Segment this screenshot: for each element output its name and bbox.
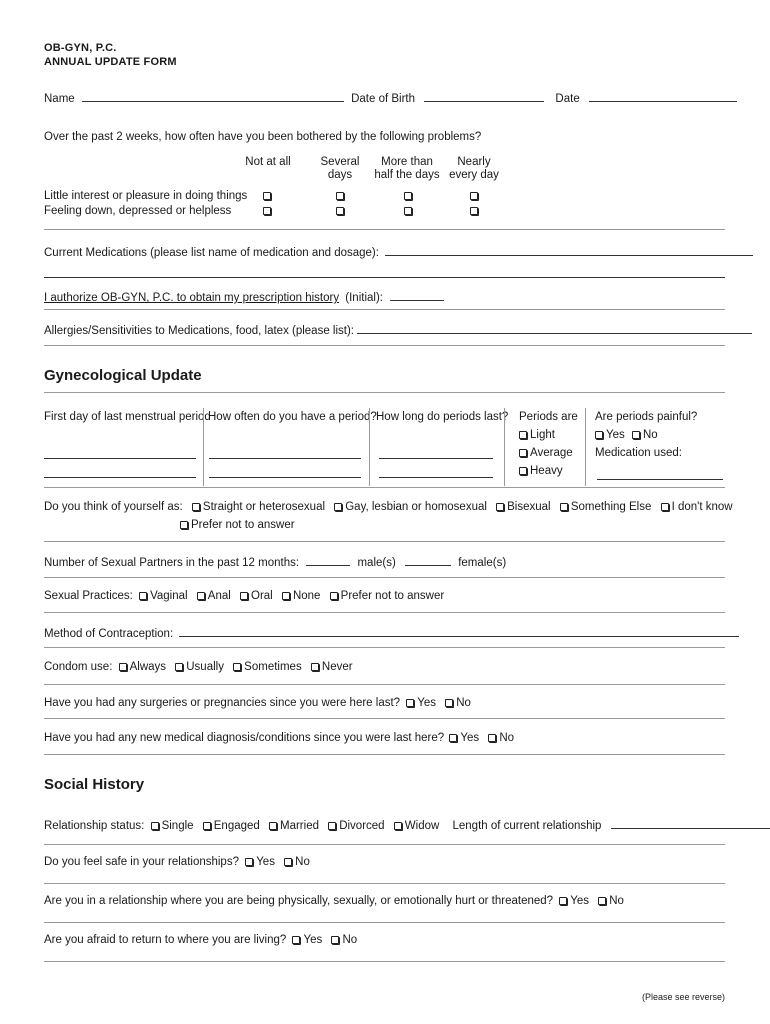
painful-label: Are periods painful? <box>595 411 698 423</box>
checkbox[interactable] <box>519 467 527 475</box>
option-label: Heavy <box>530 465 563 477</box>
duration-field-2[interactable] <box>379 466 493 478</box>
divider <box>44 309 725 310</box>
checkbox[interactable] <box>139 592 147 600</box>
option-label: Divorced <box>339 820 385 832</box>
frequency-field-2[interactable] <box>209 466 361 478</box>
checkbox[interactable] <box>595 431 603 439</box>
reverse-note: (Please see reverse) <box>641 992 725 1002</box>
option-label: None <box>292 590 321 602</box>
allergies-row <box>44 322 752 337</box>
divider <box>44 718 725 719</box>
option-label: Vaginal <box>150 590 188 602</box>
relationship-row <box>44 817 770 832</box>
afraid-row <box>44 934 363 946</box>
option-label: Yes <box>570 895 590 907</box>
lmp-label: First day of last menstrual period <box>44 411 211 423</box>
divider <box>44 392 725 393</box>
checkbox[interactable] <box>598 897 606 905</box>
checkbox[interactable] <box>519 449 527 457</box>
column-divider <box>585 408 586 486</box>
condom-label: Condom use: <box>44 661 113 673</box>
option-label: Gay, lesbian or homosexual <box>345 501 487 513</box>
checkbox[interactable] <box>175 663 183 671</box>
duration-field[interactable] <box>379 447 493 459</box>
option-label: Light <box>530 429 555 441</box>
female-label: female(s) <box>458 557 507 569</box>
dob-label: Date of Birth <box>351 93 416 105</box>
frequency-field[interactable] <box>209 447 361 459</box>
option-label: Prefer not to answer <box>340 590 445 602</box>
dob-field[interactable] <box>424 90 544 102</box>
option-label: Yes <box>256 856 275 868</box>
option-label: Yes <box>460 732 480 744</box>
checkbox[interactable] <box>180 521 188 529</box>
checkbox[interactable] <box>284 858 292 866</box>
option-label: Single <box>161 820 194 832</box>
periods-label: Periods are <box>519 411 578 423</box>
afraid-label: Are you afraid to return to where you are living? <box>44 934 287 946</box>
gyn-heading: Gynecological Update <box>44 367 202 384</box>
safe-row <box>44 856 316 868</box>
option-label: Usually <box>186 661 224 673</box>
condom-row <box>44 661 359 673</box>
option-label: Yes <box>417 697 437 709</box>
divider <box>44 883 725 884</box>
divider <box>44 229 725 230</box>
option-label: Engaged <box>213 820 260 832</box>
checkbox[interactable] <box>330 592 338 600</box>
medication-used-label: Medication used: <box>595 447 682 459</box>
col-several-days: Several days <box>320 156 360 181</box>
checkbox[interactable] <box>560 503 568 511</box>
divider <box>44 754 725 755</box>
checkbox[interactable] <box>119 663 127 671</box>
period-heavy[interactable] <box>519 465 563 477</box>
option-label: Average <box>530 447 573 459</box>
safe-label: Do you feel safe in your relationships? <box>44 856 239 868</box>
checkbox[interactable] <box>269 822 277 830</box>
surgeries-row <box>44 697 477 709</box>
diagnosis-label: Have you had any new medical diagnosis/conditions since you were last here? <box>44 732 445 744</box>
column-divider <box>504 408 505 486</box>
orientation-label: Do you think of yourself as: <box>44 501 183 513</box>
option-label: Never <box>321 661 353 673</box>
divider <box>44 922 725 923</box>
authorize-label: I authorize OB-GYN, P.C. to obtain my prescription history <box>44 292 340 304</box>
divider <box>44 647 725 648</box>
col-nearly-every-day: Nearly every day <box>449 156 499 181</box>
frequency-label: How often do you have a period? <box>208 411 377 423</box>
diagnosis-row <box>44 732 520 744</box>
divider <box>44 612 725 613</box>
checkbox[interactable] <box>292 936 300 944</box>
checkbox[interactable] <box>661 503 669 511</box>
checkbox[interactable] <box>245 858 253 866</box>
relationship-length-label: Length of current relationship <box>452 820 602 832</box>
date-label: Date <box>555 93 580 105</box>
checkbox[interactable] <box>263 192 271 200</box>
lmp-field-2[interactable] <box>44 466 196 478</box>
initial-field[interactable] <box>390 289 444 301</box>
name-row <box>44 90 737 105</box>
option-label: No <box>342 934 358 946</box>
option-label: I don't know <box>671 501 733 513</box>
divider <box>44 541 725 542</box>
option-label: Anal <box>207 590 231 602</box>
checkbox[interactable] <box>192 503 200 511</box>
divider <box>44 684 725 685</box>
date-field[interactable] <box>589 90 737 102</box>
relationship-length-field[interactable] <box>611 817 770 829</box>
option-label: No <box>456 697 471 709</box>
relationship-label: Relationship status: <box>44 820 145 832</box>
checkbox[interactable] <box>519 431 527 439</box>
female-count-field[interactable] <box>405 554 451 566</box>
period-average[interactable] <box>519 447 573 459</box>
painful-options <box>595 429 658 441</box>
phq-row-down: Feeling down, depressed or helpless <box>44 205 232 217</box>
checkbox[interactable] <box>559 897 567 905</box>
column-divider <box>369 408 370 486</box>
initial-label: (Initial): <box>345 292 383 304</box>
divider <box>44 345 725 346</box>
option-label: Oral <box>251 590 273 602</box>
checkbox[interactable] <box>328 822 336 830</box>
name-field[interactable] <box>82 90 344 102</box>
form-title: ANNUAL UPDATE FORM <box>44 56 177 68</box>
checkbox[interactable] <box>334 503 342 511</box>
contraception-label: Method of Contraception: <box>44 628 174 640</box>
option-label: Bisexual <box>507 501 551 513</box>
checkbox[interactable] <box>404 207 412 215</box>
option-label: No <box>499 732 515 744</box>
surgeries-label: Have you had any surgeries or pregnancies since you were here last? <box>44 697 401 709</box>
option-label: No <box>642 429 658 441</box>
column-divider <box>203 408 204 486</box>
option-label: No <box>295 856 310 868</box>
checkbox[interactable] <box>282 592 290 600</box>
meds-field-line2[interactable] <box>44 266 725 278</box>
hurt-label: Are you in a relationship where you are being physically, sexually, or emotionally hurt or threatened? <box>44 895 554 907</box>
checkbox[interactable] <box>331 936 339 944</box>
checkbox[interactable] <box>336 207 344 215</box>
checkbox[interactable] <box>197 592 205 600</box>
orientation-row <box>44 501 739 513</box>
medication-used-field[interactable] <box>597 468 723 480</box>
option-label: No <box>609 895 624 907</box>
male-label: male(s) <box>357 557 396 569</box>
partners-row <box>44 554 506 569</box>
allergies-field[interactable] <box>357 322 752 334</box>
option-label: Prefer not to answer <box>191 519 295 531</box>
checkbox[interactable] <box>394 822 402 830</box>
divider <box>44 961 725 962</box>
checkbox[interactable] <box>404 192 412 200</box>
meds-label: Current Medications (please list name of medication and dosage): <box>44 247 379 259</box>
checkbox[interactable] <box>488 734 496 742</box>
divider <box>44 577 725 578</box>
phq-row-interest: Little interest or pleasure in doing things <box>44 190 248 202</box>
checkbox[interactable] <box>445 699 453 707</box>
male-count-field[interactable] <box>306 554 350 566</box>
checkbox[interactable] <box>263 207 271 215</box>
phq-question: Over the past 2 weeks, how often have you been bothered by the following problems? <box>44 131 482 143</box>
checkbox[interactable] <box>240 592 248 600</box>
checkbox[interactable] <box>449 734 457 742</box>
social-heading: Social History <box>44 776 145 793</box>
practices-row <box>44 590 450 602</box>
checkbox[interactable] <box>151 822 159 830</box>
option-label: Yes <box>303 934 323 946</box>
partners-label: Number of Sexual Partners in the past 12 months: <box>44 557 300 569</box>
option-label: Sometimes <box>244 661 302 673</box>
meds-field[interactable] <box>385 244 753 256</box>
checkbox[interactable] <box>470 207 478 215</box>
orientation-prefer-not <box>180 519 295 531</box>
checkbox[interactable] <box>311 663 319 671</box>
checkbox[interactable] <box>336 192 344 200</box>
col-not-at-all: Not at all <box>245 156 291 168</box>
checkbox[interactable] <box>233 663 241 671</box>
option-label: Married <box>280 820 319 832</box>
checkbox[interactable] <box>203 822 211 830</box>
divider <box>44 844 725 845</box>
lmp-field[interactable] <box>44 447 196 459</box>
option-label: Something Else <box>570 501 652 513</box>
contraception-row <box>44 625 739 640</box>
option-label: Widow <box>404 820 440 832</box>
hurt-row <box>44 895 630 907</box>
name-label: Name <box>44 93 75 105</box>
meds-row <box>44 244 753 259</box>
option-label: Straight or heterosexual <box>202 501 326 513</box>
col-more-than-half: More than half the days <box>374 156 440 181</box>
divider <box>44 487 725 488</box>
option-label: Always <box>129 661 167 673</box>
checkbox[interactable] <box>406 699 414 707</box>
contraception-field[interactable] <box>179 625 739 637</box>
period-light[interactable] <box>519 429 555 441</box>
checkbox[interactable] <box>470 192 478 200</box>
checkbox[interactable] <box>632 431 640 439</box>
option-label: Yes <box>606 429 625 441</box>
checkbox[interactable] <box>496 503 504 511</box>
practices-label: Sexual Practices: <box>44 590 133 602</box>
org-name: OB-GYN, P.C. <box>44 42 117 54</box>
duration-label: How long do periods last? <box>376 411 509 423</box>
authorize-row <box>44 289 444 304</box>
allergies-label: Allergies/Sensitivities to Medications, food, latex (please list): <box>44 325 355 337</box>
